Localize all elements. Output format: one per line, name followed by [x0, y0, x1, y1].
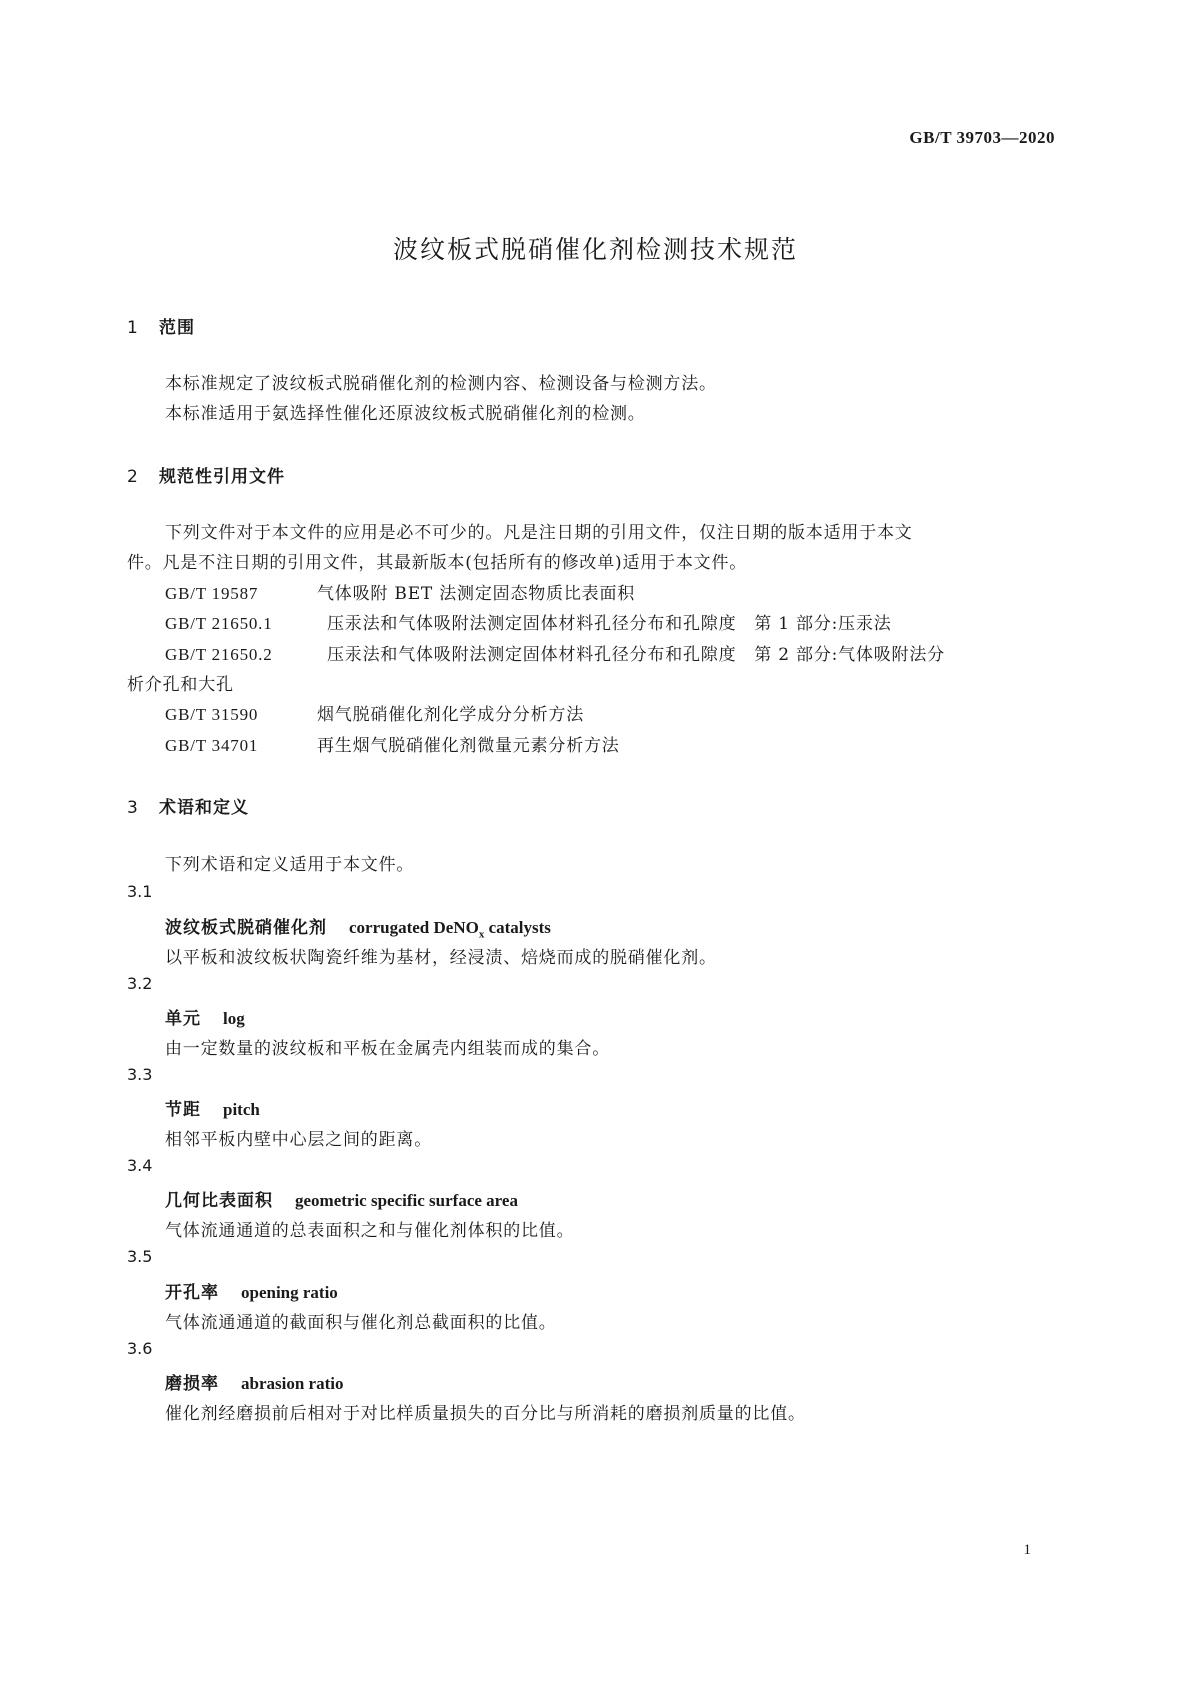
term-entry	[165, 913, 551, 940]
section-number: 3	[127, 798, 139, 818]
term-en: opening ratio	[241, 1283, 338, 1302]
reference-code: GB/T 31590	[165, 705, 259, 724]
section-3-heading	[127, 793, 249, 818]
term-entry	[165, 1095, 260, 1120]
term-entry	[165, 1186, 518, 1211]
term-definition: 由一定数量的波纹板和平板在金属壳内组装而成的集合。	[165, 1039, 610, 1059]
term-zh: 节距	[165, 1100, 201, 1120]
reference-title: 再生烟气脱硝催化剂微量元素分析方法	[317, 736, 620, 756]
reference-title: 压汞法和气体吸附法测定固体材料孔径分布和孔隙度 第 2 部分:气体吸附法分	[327, 645, 945, 665]
term-en: geometric specific surface area	[295, 1191, 518, 1210]
reference-code: GB/T 21650.1	[165, 614, 273, 633]
clause-number: 3.5	[127, 1247, 153, 1266]
standard-code: GB/T 39703—2020	[909, 128, 1055, 147]
term-zh: 波纹板式脱硝催化剂	[165, 918, 327, 938]
reference-item	[165, 579, 635, 604]
term-zh: 几何比表面积	[165, 1191, 273, 1211]
term-zh: 单元	[165, 1009, 201, 1029]
term-en: abrasion ratio	[241, 1374, 344, 1393]
clause-number: 3.2	[127, 974, 153, 993]
reference-item	[165, 609, 892, 634]
paragraph: 件。凡是不注日期的引用文件，其最新版本(包括所有的修改单)适用于本文件。	[127, 553, 748, 573]
paragraph: 下列术语和定义适用于本文件。	[165, 855, 415, 875]
term-entry	[165, 1004, 245, 1029]
section-title: 范围	[159, 318, 195, 338]
paragraph: 下列文件对于本文件的应用是必不可少的。凡是注日期的引用文件，仅注日期的版本适用于本文	[165, 523, 913, 543]
term-en: corrugated DeNO$_x$ catalysts	[349, 918, 551, 941]
page-number: 1	[1023, 1542, 1031, 1558]
term-en: pitch	[223, 1100, 260, 1119]
term-definition: 气体流通通道的截面积与催化剂总截面积的比值。	[165, 1313, 557, 1333]
section-2-heading	[127, 462, 285, 487]
section-1-heading	[127, 313, 195, 338]
term-definition: 以平板和波纹板状陶瓷纤维为基材，经浸渍、焙烧而成的脱硝催化剂。	[165, 948, 717, 968]
clause-number: 3.6	[127, 1339, 153, 1358]
clause-number: 3.4	[127, 1156, 153, 1175]
reference-title: 气体吸附 BET 法测定固态物质比表面积	[317, 584, 636, 604]
term-entry	[165, 1278, 338, 1303]
reference-item	[165, 640, 945, 665]
term-definition: 催化剂经磨损前后相对于对比样质量损失的百分比与所消耗的磨损剂质量的比值。	[165, 1404, 806, 1424]
term-entry	[165, 1369, 343, 1394]
term-zh: 磨损率	[165, 1374, 219, 1394]
section-title: 术语和定义	[159, 798, 249, 818]
reference-title: 压汞法和气体吸附法测定固体材料孔径分布和孔隙度 第 1 部分:压汞法	[327, 614, 892, 634]
section-number: 1	[127, 318, 139, 338]
reference-item	[165, 700, 584, 725]
reference-item	[165, 731, 620, 756]
term-definition: 相邻平板内壁中心层之间的距离。	[165, 1130, 432, 1150]
term-zh: 开孔率	[165, 1283, 219, 1303]
reference-title: 烟气脱硝催化剂化学成分分析方法	[317, 705, 584, 725]
term-en: log	[223, 1009, 245, 1028]
section-title: 规范性引用文件	[159, 467, 285, 487]
clause-number: 3.3	[127, 1065, 153, 1084]
reference-title-continued: 析介孔和大孔	[127, 675, 234, 695]
section-number: 2	[127, 467, 139, 487]
paragraph: 本标准适用于氨选择性催化还原波纹板式脱硝催化剂的检测。	[165, 404, 646, 424]
paragraph: 本标准规定了波纹板式脱硝催化剂的检测内容、检测设备与检测方法。	[165, 374, 717, 394]
document-title: 波纹板式脱硝催化剂检测技术规范	[392, 235, 798, 264]
reference-code: GB/T 34701	[165, 736, 259, 755]
term-definition: 气体流通通道的总表面积之和与催化剂体积的比值。	[165, 1221, 575, 1241]
clause-number: 3.1	[127, 882, 153, 901]
reference-code: GB/T 21650.2	[165, 645, 273, 664]
reference-code: GB/T 19587	[165, 584, 259, 603]
